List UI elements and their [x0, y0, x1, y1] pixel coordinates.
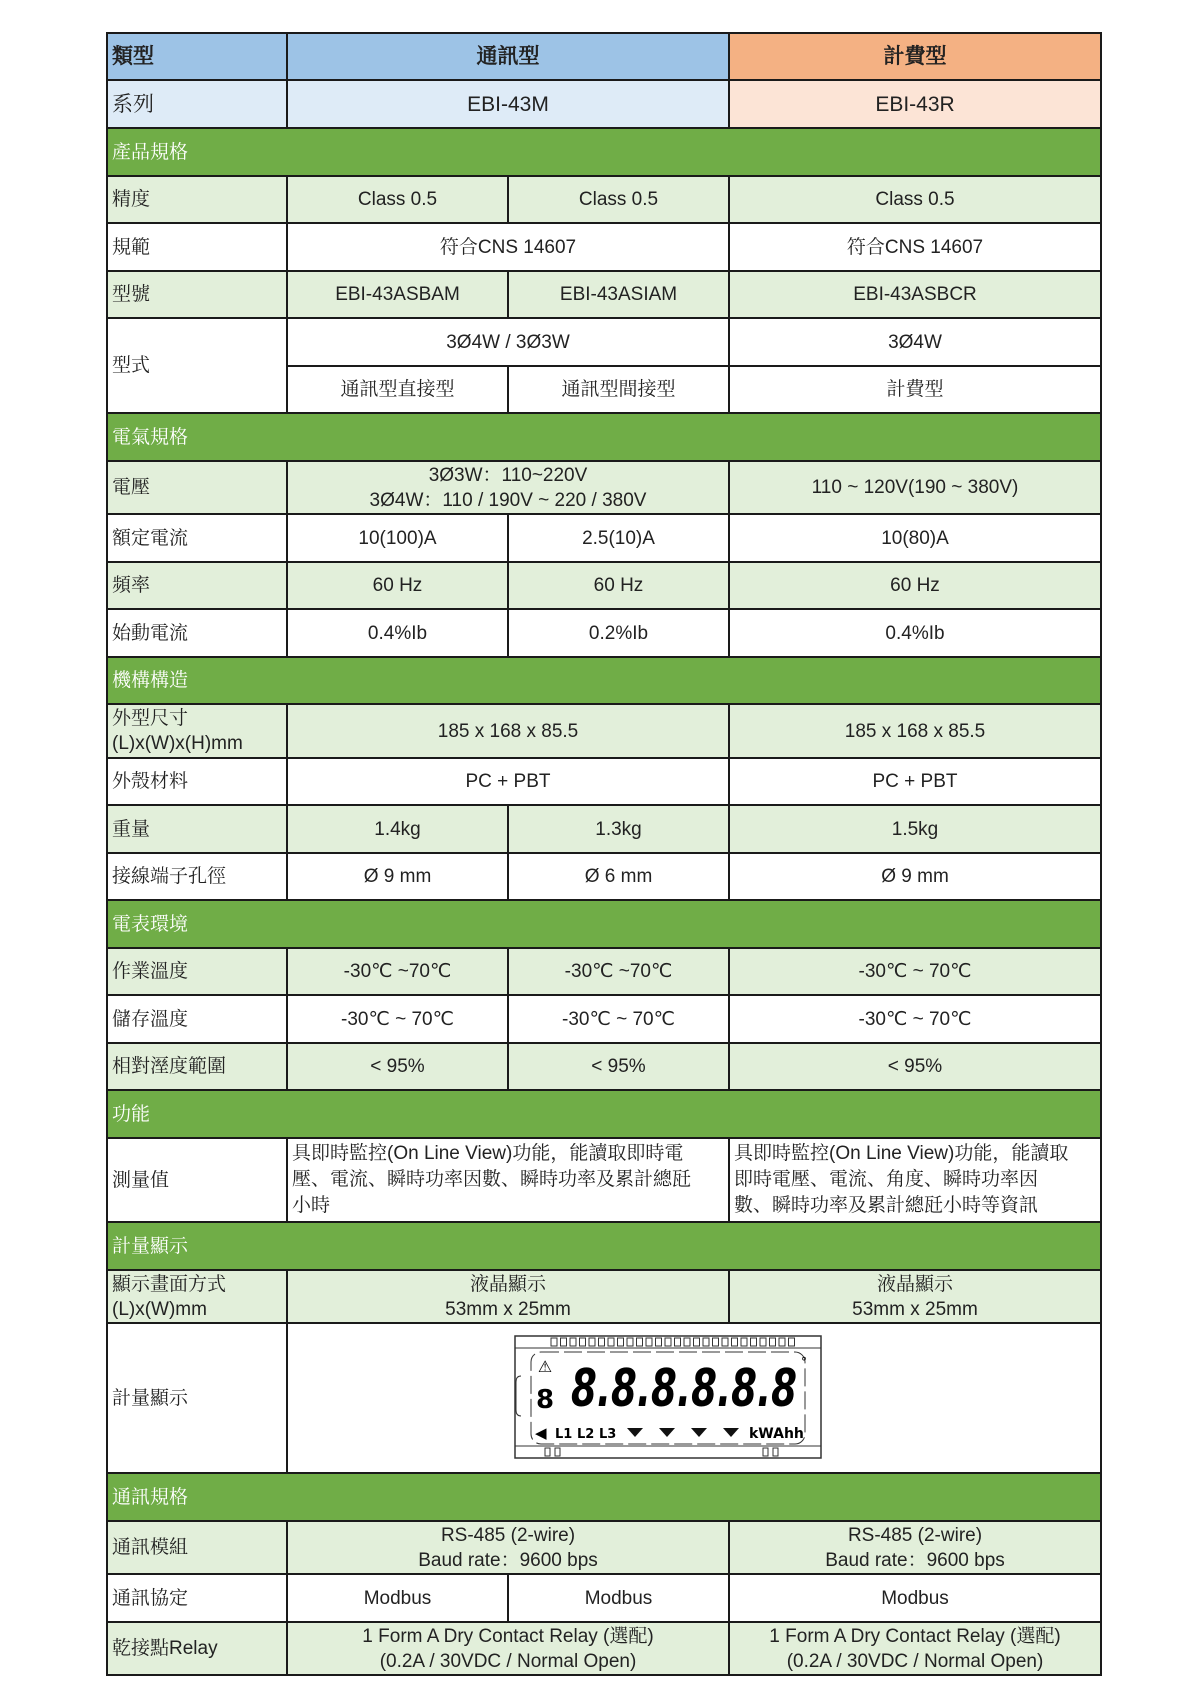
spec-value: Ø 9 mm — [287, 853, 508, 900]
spec-value: Ø 6 mm — [508, 853, 729, 900]
spec-value: 185 x 168 x 85.5 — [729, 704, 1101, 758]
lcd-display-image — [287, 1323, 1101, 1473]
spec-row — [107, 461, 1101, 514]
spec-value: 110 ~ 120V(190 ~ 380V) — [729, 461, 1101, 514]
spec-row — [107, 514, 1101, 562]
spec-value: RS-485 (2-wire) Baud rate：9600 bps — [287, 1521, 729, 1574]
spec-row — [107, 948, 1101, 995]
spec-value: 符合CNS 14607 — [729, 223, 1101, 271]
spec-row — [107, 271, 1101, 318]
spec-value: PC + PBT — [729, 758, 1101, 805]
spec-value: 2.5(10)A — [508, 514, 729, 562]
spec-value: 0.2%Ib — [508, 609, 729, 657]
row-label: 規範 — [107, 223, 287, 271]
spec-row — [107, 1323, 1101, 1473]
section-header — [107, 1090, 1101, 1138]
comm-type-header: 通訊型 — [287, 33, 729, 80]
type-row — [107, 33, 1101, 80]
section-header — [107, 657, 1101, 704]
section-header — [107, 413, 1101, 461]
spec-value: -30℃ ~ 70℃ — [287, 995, 508, 1043]
spec-row — [107, 853, 1101, 900]
section-title: 機構構造 — [107, 657, 1101, 704]
spec-value: Class 0.5 — [287, 176, 508, 223]
phase-label: L1 — [555, 1427, 573, 1442]
comm-series: EBI-43M — [287, 80, 729, 128]
row-label: 額定電流 — [107, 514, 287, 562]
row-label: 顯示畫面方式 (L)x(W)mm — [107, 1270, 287, 1323]
spec-value: Modbus — [287, 1574, 508, 1622]
spec-value: -30℃ ~70℃ — [508, 948, 729, 995]
spec-value: Class 0.5 — [508, 176, 729, 223]
spec-row — [107, 704, 1101, 758]
spec-value: 60 Hz — [729, 562, 1101, 609]
section-header — [107, 1222, 1101, 1270]
type-label: 類型 — [107, 33, 287, 80]
spec-row — [107, 223, 1101, 271]
spec-value: 3Ø4W / 3Ø3W — [287, 318, 729, 366]
spec-value: 0.4%Ib — [729, 609, 1101, 657]
spec-value: 10(100)A — [287, 514, 508, 562]
spec-row — [107, 758, 1101, 805]
spec-value: 1 Form A Dry Contact Relay (選配) (0.2A / 30VDC / Normal Open) — [287, 1622, 729, 1675]
row-label: 乾接點Relay — [107, 1622, 287, 1675]
spec-value: 0.4%Ib — [287, 609, 508, 657]
spec-row — [107, 1574, 1101, 1622]
spec-row — [107, 805, 1101, 853]
section-header — [107, 128, 1101, 176]
spec-value: 185 x 168 x 85.5 — [287, 704, 729, 758]
row-label: 型式 — [107, 318, 287, 413]
spec-value: -30℃ ~ 70℃ — [729, 995, 1101, 1043]
row-label: 始動電流 — [107, 609, 287, 657]
billing-series: EBI-43R — [729, 80, 1101, 128]
spec-value: 10(80)A — [729, 514, 1101, 562]
series-row — [107, 80, 1101, 128]
spec-row — [107, 609, 1101, 657]
spec-value: < 95% — [508, 1043, 729, 1090]
spec-value: 具即時監控(On Line View)功能，能讀取 即時電壓、電流、角度、瞬時功率因 數、瞬時功率及累計總瓩小時等資訊 — [729, 1138, 1101, 1222]
spec-value: 1.3kg — [508, 805, 729, 853]
lcd-digits: 8.8.8.8.8.8 — [571, 1359, 797, 1419]
section-title: 電表環境 — [107, 900, 1101, 948]
spec-value: 1 Form A Dry Contact Relay (選配) (0.2A / 30VDC / Normal Open) — [729, 1622, 1101, 1675]
spec-value: 60 Hz — [287, 562, 508, 609]
spec-value: -30℃ ~ 70℃ — [729, 948, 1101, 995]
spec-table — [106, 32, 1102, 1676]
billing-type-header: 計費型 — [729, 33, 1101, 80]
spec-value: Modbus — [508, 1574, 729, 1622]
spec-value: 3Ø4W — [729, 318, 1101, 366]
row-label: 外型尺寸 (L)x(W)x(H)mm — [107, 704, 287, 758]
section-header — [107, 900, 1101, 948]
arrow-left-icon: ◀ — [535, 1424, 547, 1442]
spec-row — [107, 1043, 1101, 1090]
spec-row — [107, 562, 1101, 609]
phase-label: L2 — [577, 1427, 595, 1442]
spec-value: EBI-43ASBAM — [287, 271, 508, 318]
spec-value: 1.4kg — [287, 805, 508, 853]
row-label: 測量值 — [107, 1138, 287, 1222]
spec-value: 60 Hz — [508, 562, 729, 609]
spec-value: RS-485 (2-wire) Baud rate：9600 bps — [729, 1521, 1101, 1574]
lcd-side-digit: 8 — [535, 1385, 555, 1415]
row-label: 通訊協定 — [107, 1574, 287, 1622]
section-title: 通訊規格 — [107, 1473, 1101, 1521]
spec-row — [107, 1138, 1101, 1222]
spec-value: EBI-43ASIAM — [508, 271, 729, 318]
degree-mark: ° — [801, 1355, 807, 1369]
spec-value: 1.5kg — [729, 805, 1101, 853]
row-label: 型號 — [107, 271, 287, 318]
spec-value: Ø 9 mm — [729, 853, 1101, 900]
spec-value: Class 0.5 — [729, 176, 1101, 223]
phase-label: L3 — [599, 1427, 617, 1442]
section-title: 計量顯示 — [107, 1222, 1101, 1270]
series-label: 系列 — [107, 80, 287, 128]
section-header — [107, 1473, 1101, 1521]
section-title: 產品規格 — [107, 128, 1101, 176]
row-label: 重量 — [107, 805, 287, 853]
row-label: 計量顯示 — [107, 1323, 287, 1473]
row-label: 電壓 — [107, 461, 287, 514]
spec-value: 液晶顯示 53mm x 25mm — [287, 1270, 729, 1323]
spec-value: 液晶顯示 53mm x 25mm — [729, 1270, 1101, 1323]
spec-row — [107, 318, 1101, 366]
spec-value: -30℃ ~70℃ — [287, 948, 508, 995]
spec-row — [107, 1521, 1101, 1574]
row-label: 精度 — [107, 176, 287, 223]
warning-icon: ⚠ — [537, 1357, 553, 1376]
spec-row — [107, 1270, 1101, 1323]
lcd-unit: kWAhh — [749, 1426, 804, 1442]
spec-value: 通訊型間接型 — [508, 366, 729, 413]
spec-value: PC + PBT — [287, 758, 729, 805]
spec-value: Modbus — [729, 1574, 1101, 1622]
spec-value: < 95% — [729, 1043, 1101, 1090]
spec-row — [107, 176, 1101, 223]
row-label: 接線端子孔徑 — [107, 853, 287, 900]
spec-row — [107, 1622, 1101, 1675]
section-title: 電氣規格 — [107, 413, 1101, 461]
spec-value: < 95% — [287, 1043, 508, 1090]
spec-row — [107, 995, 1101, 1043]
spec-value: 通訊型直接型 — [287, 366, 508, 413]
spec-value: -30℃ ~ 70℃ — [508, 995, 729, 1043]
row-label: 外殼材料 — [107, 758, 287, 805]
row-label: 通訊模組 — [107, 1521, 287, 1574]
spec-value: 計費型 — [729, 366, 1101, 413]
spec-value: EBI-43ASBCR — [729, 271, 1101, 318]
row-label: 頻率 — [107, 562, 287, 609]
section-title: 功能 — [107, 1090, 1101, 1138]
row-label: 儲存溫度 — [107, 995, 287, 1043]
row-label: 作業溫度 — [107, 948, 287, 995]
row-label: 相對溼度範圍 — [107, 1043, 287, 1090]
spec-value: 3Ø3W：110~220V 3Ø4W：110 / 190V ~ 220 / 380V — [287, 461, 729, 514]
spec-value: 具即時監控(On Line View)功能，能讀取即時電 壓、電流、瞬時功率因數、瞬時功率及累計總瓩 小時 — [287, 1138, 729, 1222]
lcd-diagram — [513, 1334, 823, 1460]
spec-value: 符合CNS 14607 — [287, 223, 729, 271]
